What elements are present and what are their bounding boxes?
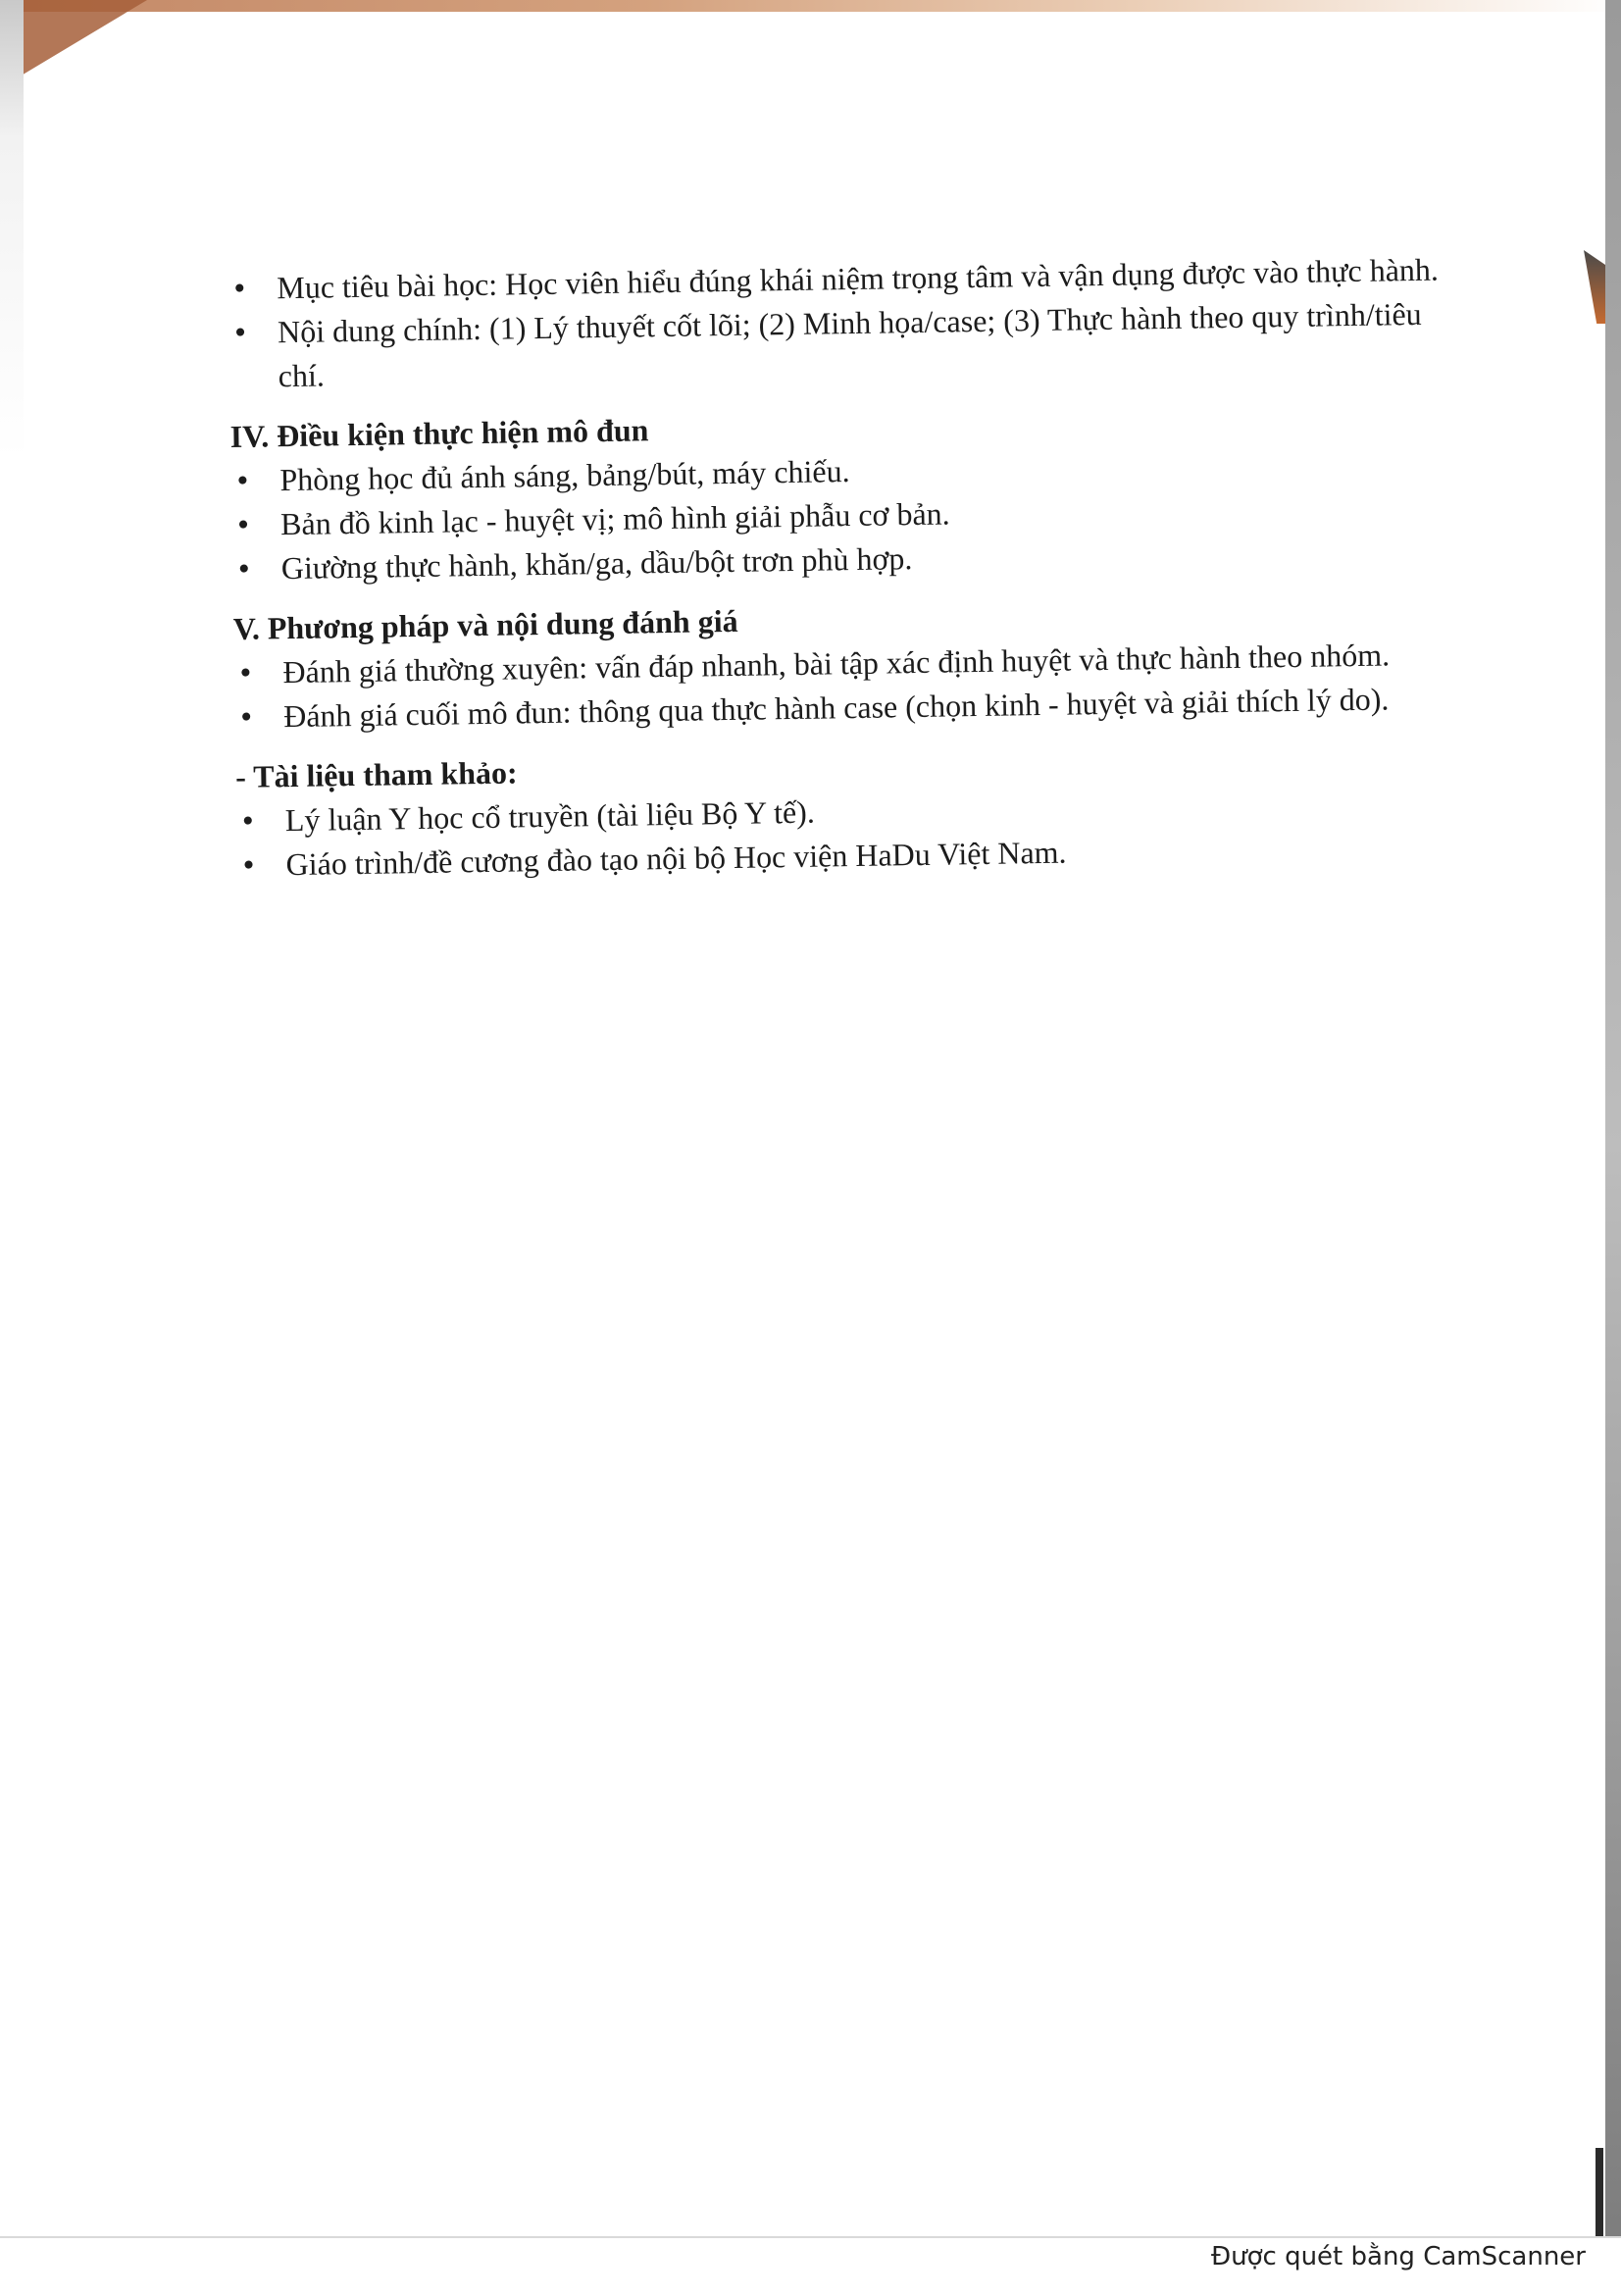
bullet-icon: • — [239, 698, 253, 736]
section-heading-references: - Tài liệu tham khảo: — [234, 754, 518, 794]
bullet-icon: • — [236, 506, 250, 543]
bullet-icon: • — [233, 314, 247, 351]
bullet-icon: • — [239, 654, 252, 691]
section-heading-assessment: V. Phương pháp và nội dung đánh giá — [232, 602, 738, 646]
list-item-text: Bản đồ kinh lạc - huyệt vị; mô hình giải phẫu cơ bản. — [279, 495, 950, 542]
list-item-text: Phòng học đủ ánh sáng, bảng/bút, máy chiếu. — [279, 453, 850, 498]
section-conditions-list — [230, 439, 1478, 591]
list-item-text: Lý luận Y học cổ truyền (tài liệu Bộ Y tế). — [284, 793, 816, 839]
section-continued-list — [228, 247, 1475, 399]
list-item-text: Giường thực hành, khăn/ga, dầu/bột trơn phù hợp. — [280, 540, 913, 587]
bullet-icon: • — [233, 270, 246, 307]
binder-clip-shadow-bottom — [1596, 2148, 1603, 2236]
bullet-icon: • — [236, 462, 249, 499]
section-references-list — [236, 780, 1483, 888]
list-item-text: Đánh giá cuối mô đun: thông qua thực hành case (chọn kinh - huyệt và giải thích lý do). — [282, 681, 1390, 735]
scan-top-shadow — [0, 0, 1621, 12]
list-item-text: Nội dung chính: (1) Lý thuyết cốt lõi; (2) Minh họa/case; (3) Thực hành theo quy trình/tiêu chí. — [277, 295, 1422, 394]
scan-left-edge — [0, 0, 24, 2294]
list-item-text: Giáo trình/đề cương đào tạo nội bộ Học viện HaDu Việt Nam. — [285, 834, 1067, 883]
document-body — [228, 247, 1483, 888]
list-item-text: Đánh giá thường xuyên: vấn đáp nhanh, bài tập xác định huyệt và thực hành theo nhóm. — [282, 637, 1391, 690]
bullet-icon: • — [241, 802, 255, 840]
section-heading-conditions: IV. Điều kiện thực hiện mô đun — [229, 412, 649, 454]
scanner-watermark: Được quét bằng CamScanner — [1210, 2242, 1586, 2271]
scan-right-edge — [1605, 0, 1621, 2294]
list-item-text: Mục tiêu bài học: Học viên hiểu đúng khái niệm trọng tâm và vận dụng được vào thực hành. — [277, 251, 1440, 306]
bullet-icon: • — [242, 846, 255, 884]
bullet-icon: • — [237, 550, 251, 587]
binder-clip-shadow — [1584, 250, 1605, 324]
